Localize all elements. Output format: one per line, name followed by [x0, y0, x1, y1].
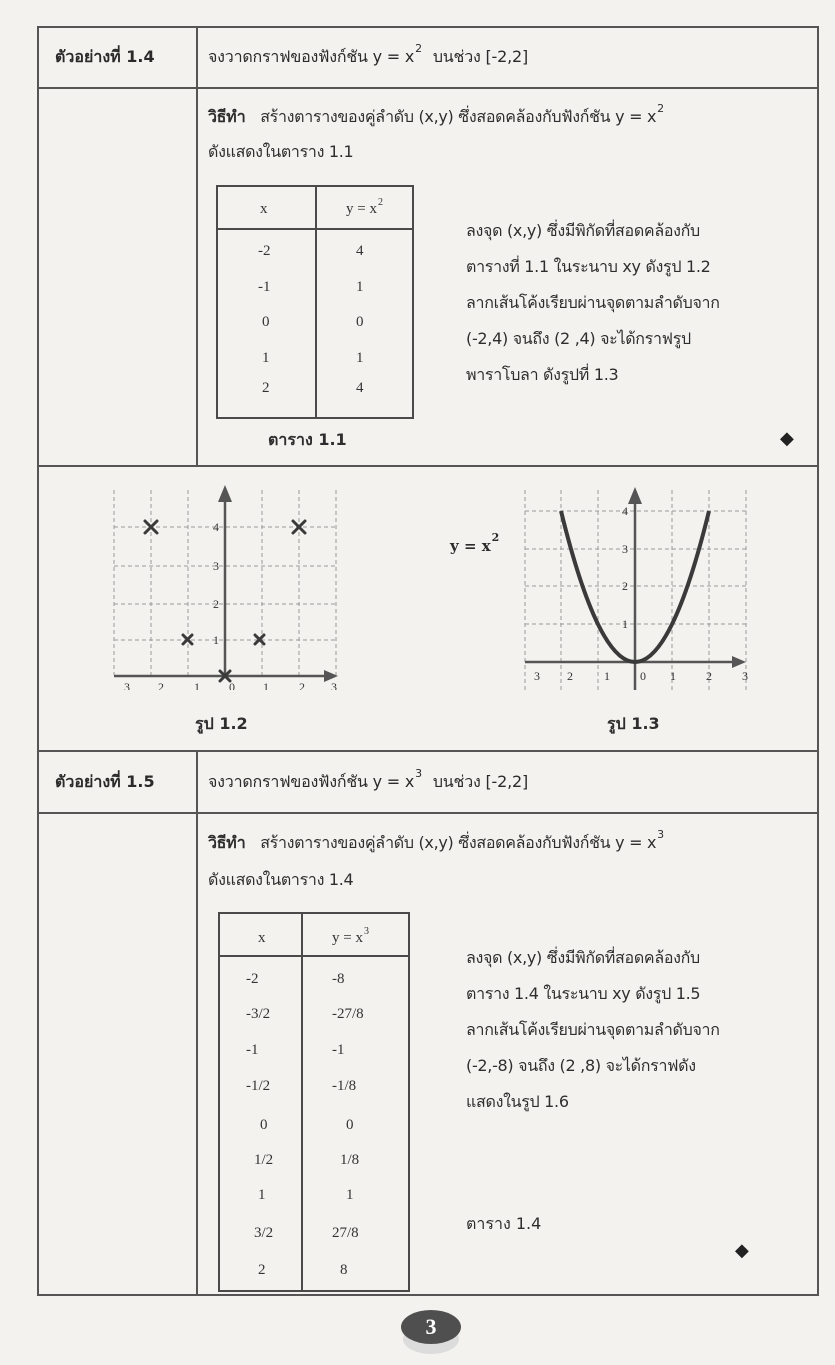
explanation-line: ตาราง 1.4 ในระนาบ xy ดังรูป 1.5: [466, 984, 701, 1003]
table-cell-x: -1: [258, 279, 271, 295]
svg-text:2: 2: [299, 680, 305, 690]
equation-text: y = x: [450, 537, 491, 555]
table-header-y-label: y = x: [332, 930, 363, 946]
table-cell-y: 1: [356, 279, 364, 295]
table-cell-y: 4: [356, 243, 364, 259]
solution-intro: [208, 101, 808, 135]
explanation-line: ตารางที่ 1.1 ในระนาบ xy ดังรูป 1.2: [466, 257, 711, 276]
table-header-y-label: y = x: [346, 201, 377, 217]
solution-line2: ดังแสดงในตาราง 1.1: [208, 142, 354, 161]
table-header-y-exponent: 3: [363, 926, 369, 937]
end-mark: ◆: [780, 428, 794, 449]
table-cell-x: -2: [246, 971, 259, 987]
svg-text:2: 2: [213, 597, 219, 611]
table-cell-x: 1: [258, 1187, 266, 1203]
solution-exponent: 2: [657, 102, 664, 115]
solution-line1: สร้างตารางของคู่ลำดับ (x,y) ซึ่งสอดคล้องกับฟังก์ชัน y = x: [260, 833, 657, 852]
table-header-x: x: [260, 201, 268, 217]
svg-text:4: 4: [622, 504, 628, 518]
solution-lead: วิธีทำ: [208, 107, 246, 126]
figure-1-2-scatter: [100, 480, 345, 690]
table-cell-x: 1: [262, 350, 270, 366]
title-prefix: จงวาดกราฟของฟังก์ชัน y = x: [208, 47, 415, 66]
svg-text:4: 4: [213, 520, 219, 534]
solution-line2: ดังแสดงในตาราง 1.4: [208, 870, 354, 889]
example-title: [208, 767, 528, 795]
solution-line1: สร้างตารางของคู่ลำดับ (x,y) ซึ่งสอดคล้องกับฟังก์ชัน y = x: [260, 107, 657, 126]
table-cell-x: 2: [262, 380, 270, 396]
table-header-x: x: [258, 930, 266, 946]
table-column-divider: [315, 187, 317, 417]
equation-label: [450, 531, 500, 555]
svg-text:3: 3: [213, 559, 219, 573]
values-table-1-1: [216, 185, 414, 419]
explanation-line: แสดงในรูป 1.6: [466, 1092, 569, 1111]
column-divider: [196, 26, 198, 466]
table-header-divider: [218, 228, 412, 230]
svg-text:3: 3: [534, 669, 540, 683]
table-cell-y: 0: [346, 1117, 354, 1133]
example-label: ตัวอย่างที่ 1.5: [55, 772, 155, 791]
explanation-line: ลงจุด (x,y) ซึ่งมีพิกัดที่สอดคล้องกับ: [466, 948, 700, 967]
figure-caption: รูป 1.2: [195, 714, 248, 733]
row-divider: [37, 87, 819, 89]
table-header-y-exponent: 2: [377, 197, 383, 208]
svg-text:3: 3: [622, 542, 628, 556]
title-suffix: บนช่วง [-2,2]: [432, 47, 528, 66]
explanation-paragraph: [466, 940, 720, 1120]
svg-text:0: 0: [229, 680, 235, 690]
table-header-y: [346, 197, 383, 218]
column-divider: [196, 750, 198, 1296]
solution-lead: วิธีทำ: [208, 833, 246, 852]
solution-exponent: 3: [657, 828, 664, 841]
table-column-divider: [301, 914, 303, 1290]
svg-text:1: 1: [670, 669, 676, 683]
table-cell-y: -1: [332, 1042, 345, 1058]
page-number: 3: [401, 1310, 461, 1344]
table-header-y: [332, 926, 369, 947]
svg-text:1: 1: [604, 669, 610, 683]
title-suffix: บนช่วง [-2,2]: [432, 772, 528, 791]
table-cell-x: 0: [260, 1117, 268, 1133]
explanation-line: (-2,-8) จนถึง (2 ,8) จะได้กราฟดัง: [466, 1056, 696, 1075]
table-cell-y: 1: [346, 1187, 354, 1203]
svg-text:2: 2: [158, 680, 164, 690]
explanation-line: พาราโบลา ดังรูปที่ 1.3: [466, 365, 619, 384]
table-cell-x: 1/2: [254, 1152, 274, 1168]
title-prefix: จงวาดกราฟของฟังก์ชัน y = x: [208, 772, 415, 791]
table-cell-y: -1/8: [332, 1078, 357, 1094]
table-cell-x: 3/2: [254, 1225, 274, 1241]
equation-exponent: 2: [491, 531, 500, 544]
explanation-line: ลงจุด (x,y) ซึ่งมีพิกัดที่สอดคล้องกับ: [466, 221, 700, 240]
explanation-line: (-2,4) จนถึง (2 ,4) จะได้กราฟรูป: [466, 329, 691, 348]
table-cell-y: 8: [340, 1262, 348, 1278]
svg-text:1: 1: [622, 617, 628, 631]
svg-text:1: 1: [213, 633, 219, 647]
row-divider: [37, 812, 819, 814]
explanation-paragraph: [466, 213, 720, 393]
end-mark: ◆: [735, 1240, 749, 1261]
figure-caption: รูป 1.3: [607, 714, 660, 733]
svg-text:3: 3: [124, 680, 130, 690]
table-cell-x: -1: [246, 1042, 259, 1058]
table-cell-x: -3/2: [246, 1006, 271, 1022]
table-cell-y: 0: [356, 314, 364, 330]
table-cell-y: 1: [356, 350, 364, 366]
title-exponent: 2: [415, 42, 422, 55]
svg-text:2: 2: [706, 669, 712, 683]
svg-text:1: 1: [194, 680, 200, 690]
table-cell-x: 2: [258, 1262, 266, 1278]
table-caption: ตาราง 1.1: [268, 430, 347, 449]
table-cell-x: -1/2: [246, 1078, 271, 1094]
table-cell-y: -27/8: [332, 1006, 364, 1022]
table-cell-y: 4: [356, 380, 364, 396]
table-cell-x: 0: [262, 314, 270, 330]
values-table-1-4: [218, 912, 410, 1292]
svg-text:2: 2: [622, 579, 628, 593]
explanation-line: ลากเส้นโค้งเรียบผ่านจุดตามลำดับจาก: [466, 1020, 720, 1039]
title-exponent: 3: [415, 767, 422, 780]
svg-text:3: 3: [331, 680, 337, 690]
row-divider: [37, 465, 819, 467]
figure-1-3-parabola: [520, 480, 755, 695]
example-label: ตัวอย่างที่ 1.4: [55, 47, 155, 66]
table-header-divider: [220, 955, 408, 957]
svg-text:3: 3: [742, 669, 748, 683]
svg-text:1: 1: [263, 680, 269, 690]
table-cell-y: 27/8: [332, 1225, 359, 1241]
table-caption: ตาราง 1.4: [466, 1214, 542, 1233]
svg-text:2: 2: [567, 669, 573, 683]
table-cell-y: -8: [332, 971, 345, 987]
solution-intro: [208, 827, 808, 861]
row-divider: [37, 750, 819, 752]
explanation-line: ลากเส้นโค้งเรียบผ่านจุดตามลำดับจาก: [466, 293, 720, 312]
table-cell-y: 1/8: [340, 1152, 360, 1168]
table-cell-x: -2: [258, 243, 271, 259]
svg-text:0: 0: [640, 669, 646, 683]
example-title: [208, 42, 528, 70]
